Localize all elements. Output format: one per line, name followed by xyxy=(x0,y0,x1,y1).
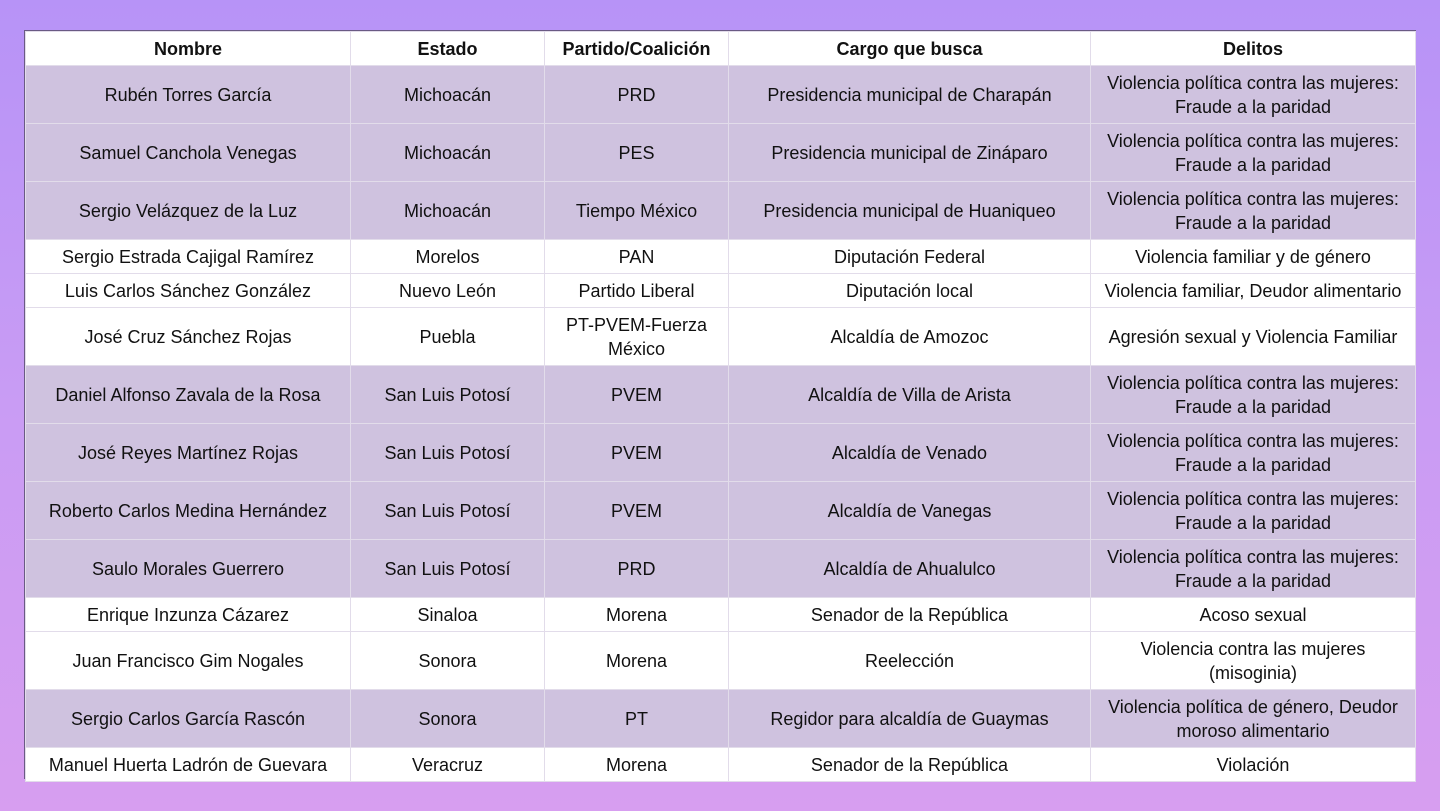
cell-partido xyxy=(545,308,729,366)
cell-delitos-line: Violencia contra las mujeres xyxy=(1140,638,1366,659)
cell-delitos-line: Fraude a la paridad xyxy=(1174,512,1332,533)
cell-partido-line: PES xyxy=(618,142,655,163)
cell-partido xyxy=(545,748,729,782)
cell-delitos-line: Violencia política contra las mujeres: xyxy=(1107,488,1399,509)
column-header-nombre: Nombre xyxy=(26,32,351,66)
cell-partido-line: PRD xyxy=(617,558,656,579)
cell-estado: Michoacán xyxy=(351,182,545,240)
cell-cargo: Alcaldía de Villa de Arista xyxy=(729,366,1091,424)
cell-partido-line: PVEM xyxy=(610,500,662,521)
cell-partido-line: PVEM xyxy=(610,384,662,405)
cell-cargo: Reelección xyxy=(729,632,1091,690)
table-row xyxy=(26,240,1416,274)
cell-cargo: Diputación local xyxy=(729,274,1091,308)
cell-delitos xyxy=(1091,240,1416,274)
table-row xyxy=(26,690,1416,748)
cell-partido xyxy=(545,366,729,424)
cell-nombre: Enrique Inzunza Cázarez xyxy=(26,598,351,632)
cell-nombre: Sergio Carlos García Rascón xyxy=(26,690,351,748)
cell-partido xyxy=(545,598,729,632)
cell-delitos-line: Violencia política contra las mujeres: xyxy=(1107,188,1399,209)
cell-partido-line: Partido Liberal xyxy=(578,280,695,301)
cell-delitos-line: Fraude a la paridad xyxy=(1174,396,1332,417)
table-row xyxy=(26,124,1416,182)
column-header-estado: Estado xyxy=(351,32,545,66)
cell-delitos xyxy=(1091,124,1416,182)
cell-partido xyxy=(545,632,729,690)
cell-delitos xyxy=(1091,632,1416,690)
cell-cargo: Presidencia municipal de Charapán xyxy=(729,66,1091,124)
cell-partido xyxy=(545,274,729,308)
cell-nombre: Sergio Velázquez de la Luz xyxy=(26,182,351,240)
cell-delitos-line: Violencia política contra las mujeres: xyxy=(1107,546,1399,567)
cell-partido-line: PT-PVEM-Fuerza xyxy=(565,314,708,335)
cell-delitos xyxy=(1091,308,1416,366)
cell-cargo: Alcaldía de Venado xyxy=(729,424,1091,482)
cell-nombre: Samuel Canchola Venegas xyxy=(26,124,351,182)
cell-delitos-line: Fraude a la paridad xyxy=(1174,96,1332,117)
table-row xyxy=(26,598,1416,632)
table-row xyxy=(26,748,1416,782)
cell-nombre: Daniel Alfonso Zavala de la Rosa xyxy=(26,366,351,424)
cell-partido-line: PAN xyxy=(618,246,655,267)
column-header-partido: Partido/Coalición xyxy=(545,32,729,66)
cell-estado: Nuevo León xyxy=(351,274,545,308)
cell-delitos-line: Violencia política contra las mujeres: xyxy=(1107,430,1399,451)
table-row xyxy=(26,424,1416,482)
cell-delitos-line: Fraude a la paridad xyxy=(1174,454,1332,475)
cell-delitos xyxy=(1091,424,1416,482)
cell-estado: San Luis Potosí xyxy=(351,540,545,598)
column-header-cargo: Cargo que busca xyxy=(729,32,1091,66)
cell-estado: Michoacán xyxy=(351,124,545,182)
table-row xyxy=(26,308,1416,366)
cell-delitos-line: Violencia política contra las mujeres: xyxy=(1107,72,1399,93)
cell-cargo: Senador de la República xyxy=(729,598,1091,632)
cell-partido-line: PVEM xyxy=(610,442,662,463)
cell-estado: Sonora xyxy=(351,690,545,748)
cell-nombre: Manuel Huerta Ladrón de Guevara xyxy=(26,748,351,782)
cell-delitos-line: Violencia política contra las mujeres: xyxy=(1107,130,1399,151)
cell-estado: Morelos xyxy=(351,240,545,274)
cell-partido-line: México xyxy=(607,338,665,359)
cell-partido-line: PRD xyxy=(617,84,656,105)
cell-partido xyxy=(545,124,729,182)
cell-cargo: Diputación Federal xyxy=(729,240,1091,274)
cell-estado: Puebla xyxy=(351,308,545,366)
table-body xyxy=(26,66,1416,782)
cell-estado: Sonora xyxy=(351,632,545,690)
cell-nombre: José Cruz Sánchez Rojas xyxy=(26,308,351,366)
cell-delitos-line: Violencia política de género, Deudor xyxy=(1108,696,1398,717)
table-row xyxy=(26,182,1416,240)
cell-delitos-line: Fraude a la paridad xyxy=(1174,212,1332,233)
cell-delitos xyxy=(1091,366,1416,424)
cell-partido xyxy=(545,66,729,124)
cell-delitos xyxy=(1091,66,1416,124)
cell-partido-line: Tiempo México xyxy=(575,200,698,221)
cell-nombre: Rubén Torres García xyxy=(26,66,351,124)
cell-delitos xyxy=(1091,598,1416,632)
cell-delitos xyxy=(1091,540,1416,598)
cell-cargo: Alcaldía de Ahualulco xyxy=(729,540,1091,598)
table-row xyxy=(26,632,1416,690)
column-header-delitos: Delitos xyxy=(1091,32,1416,66)
cell-delitos xyxy=(1091,182,1416,240)
cell-cargo: Presidencia municipal de Huaniqueo xyxy=(729,182,1091,240)
cell-delitos-line: Fraude a la paridad xyxy=(1174,154,1332,175)
cell-delitos-line: Violencia política contra las mujeres: xyxy=(1107,372,1399,393)
cell-delitos-line: Violación xyxy=(1216,754,1290,775)
cell-nombre: Luis Carlos Sánchez González xyxy=(26,274,351,308)
cell-estado: Veracruz xyxy=(351,748,545,782)
cell-partido-line: PT xyxy=(624,708,648,729)
cell-delitos xyxy=(1091,274,1416,308)
cell-cargo: Presidencia municipal de Zináparo xyxy=(729,124,1091,182)
cell-partido-line: Morena xyxy=(605,754,668,775)
cell-estado: San Luis Potosí xyxy=(351,482,545,540)
cell-partido xyxy=(545,690,729,748)
cell-delitos-line: moroso alimentario xyxy=(1176,720,1330,741)
table-row xyxy=(26,66,1416,124)
cell-delitos-line: Fraude a la paridad xyxy=(1174,570,1332,591)
cell-delitos xyxy=(1091,482,1416,540)
table-row xyxy=(26,366,1416,424)
cell-delitos xyxy=(1091,690,1416,748)
cell-partido xyxy=(545,182,729,240)
cell-partido-line: Morena xyxy=(605,604,668,625)
cell-estado: Sinaloa xyxy=(351,598,545,632)
table-header-row xyxy=(26,32,1416,66)
table-row xyxy=(26,274,1416,308)
cell-delitos-line: Violencia familiar, Deudor alimentario xyxy=(1104,280,1402,301)
cell-partido xyxy=(545,424,729,482)
cell-nombre: Juan Francisco Gim Nogales xyxy=(26,632,351,690)
cell-nombre: Sergio Estrada Cajigal Ramírez xyxy=(26,240,351,274)
cell-nombre: Roberto Carlos Medina Hernández xyxy=(26,482,351,540)
cell-partido-line: Morena xyxy=(605,650,668,671)
cell-delitos-line: Acoso sexual xyxy=(1199,604,1307,625)
table-row xyxy=(26,540,1416,598)
cell-estado: Michoacán xyxy=(351,66,545,124)
cell-cargo: Senador de la República xyxy=(729,748,1091,782)
cell-partido xyxy=(545,540,729,598)
cell-cargo: Alcaldía de Vanegas xyxy=(729,482,1091,540)
cell-estado: San Luis Potosí xyxy=(351,366,545,424)
cell-estado: San Luis Potosí xyxy=(351,424,545,482)
cell-partido xyxy=(545,482,729,540)
cell-delitos-line: (misoginia) xyxy=(1208,662,1298,683)
cell-delitos xyxy=(1091,748,1416,782)
cell-cargo: Regidor para alcaldía de Guaymas xyxy=(729,690,1091,748)
table-row xyxy=(26,482,1416,540)
cell-nombre: Saulo Morales Guerrero xyxy=(26,540,351,598)
candidates-table xyxy=(25,31,1416,782)
cell-partido xyxy=(545,240,729,274)
cell-delitos-line: Agresión sexual y Violencia Familiar xyxy=(1108,326,1398,347)
candidates-table-container xyxy=(24,30,1416,779)
cell-nombre: José Reyes Martínez Rojas xyxy=(26,424,351,482)
cell-delitos-line: Violencia familiar y de género xyxy=(1135,246,1371,267)
cell-cargo: Alcaldía de Amozoc xyxy=(729,308,1091,366)
